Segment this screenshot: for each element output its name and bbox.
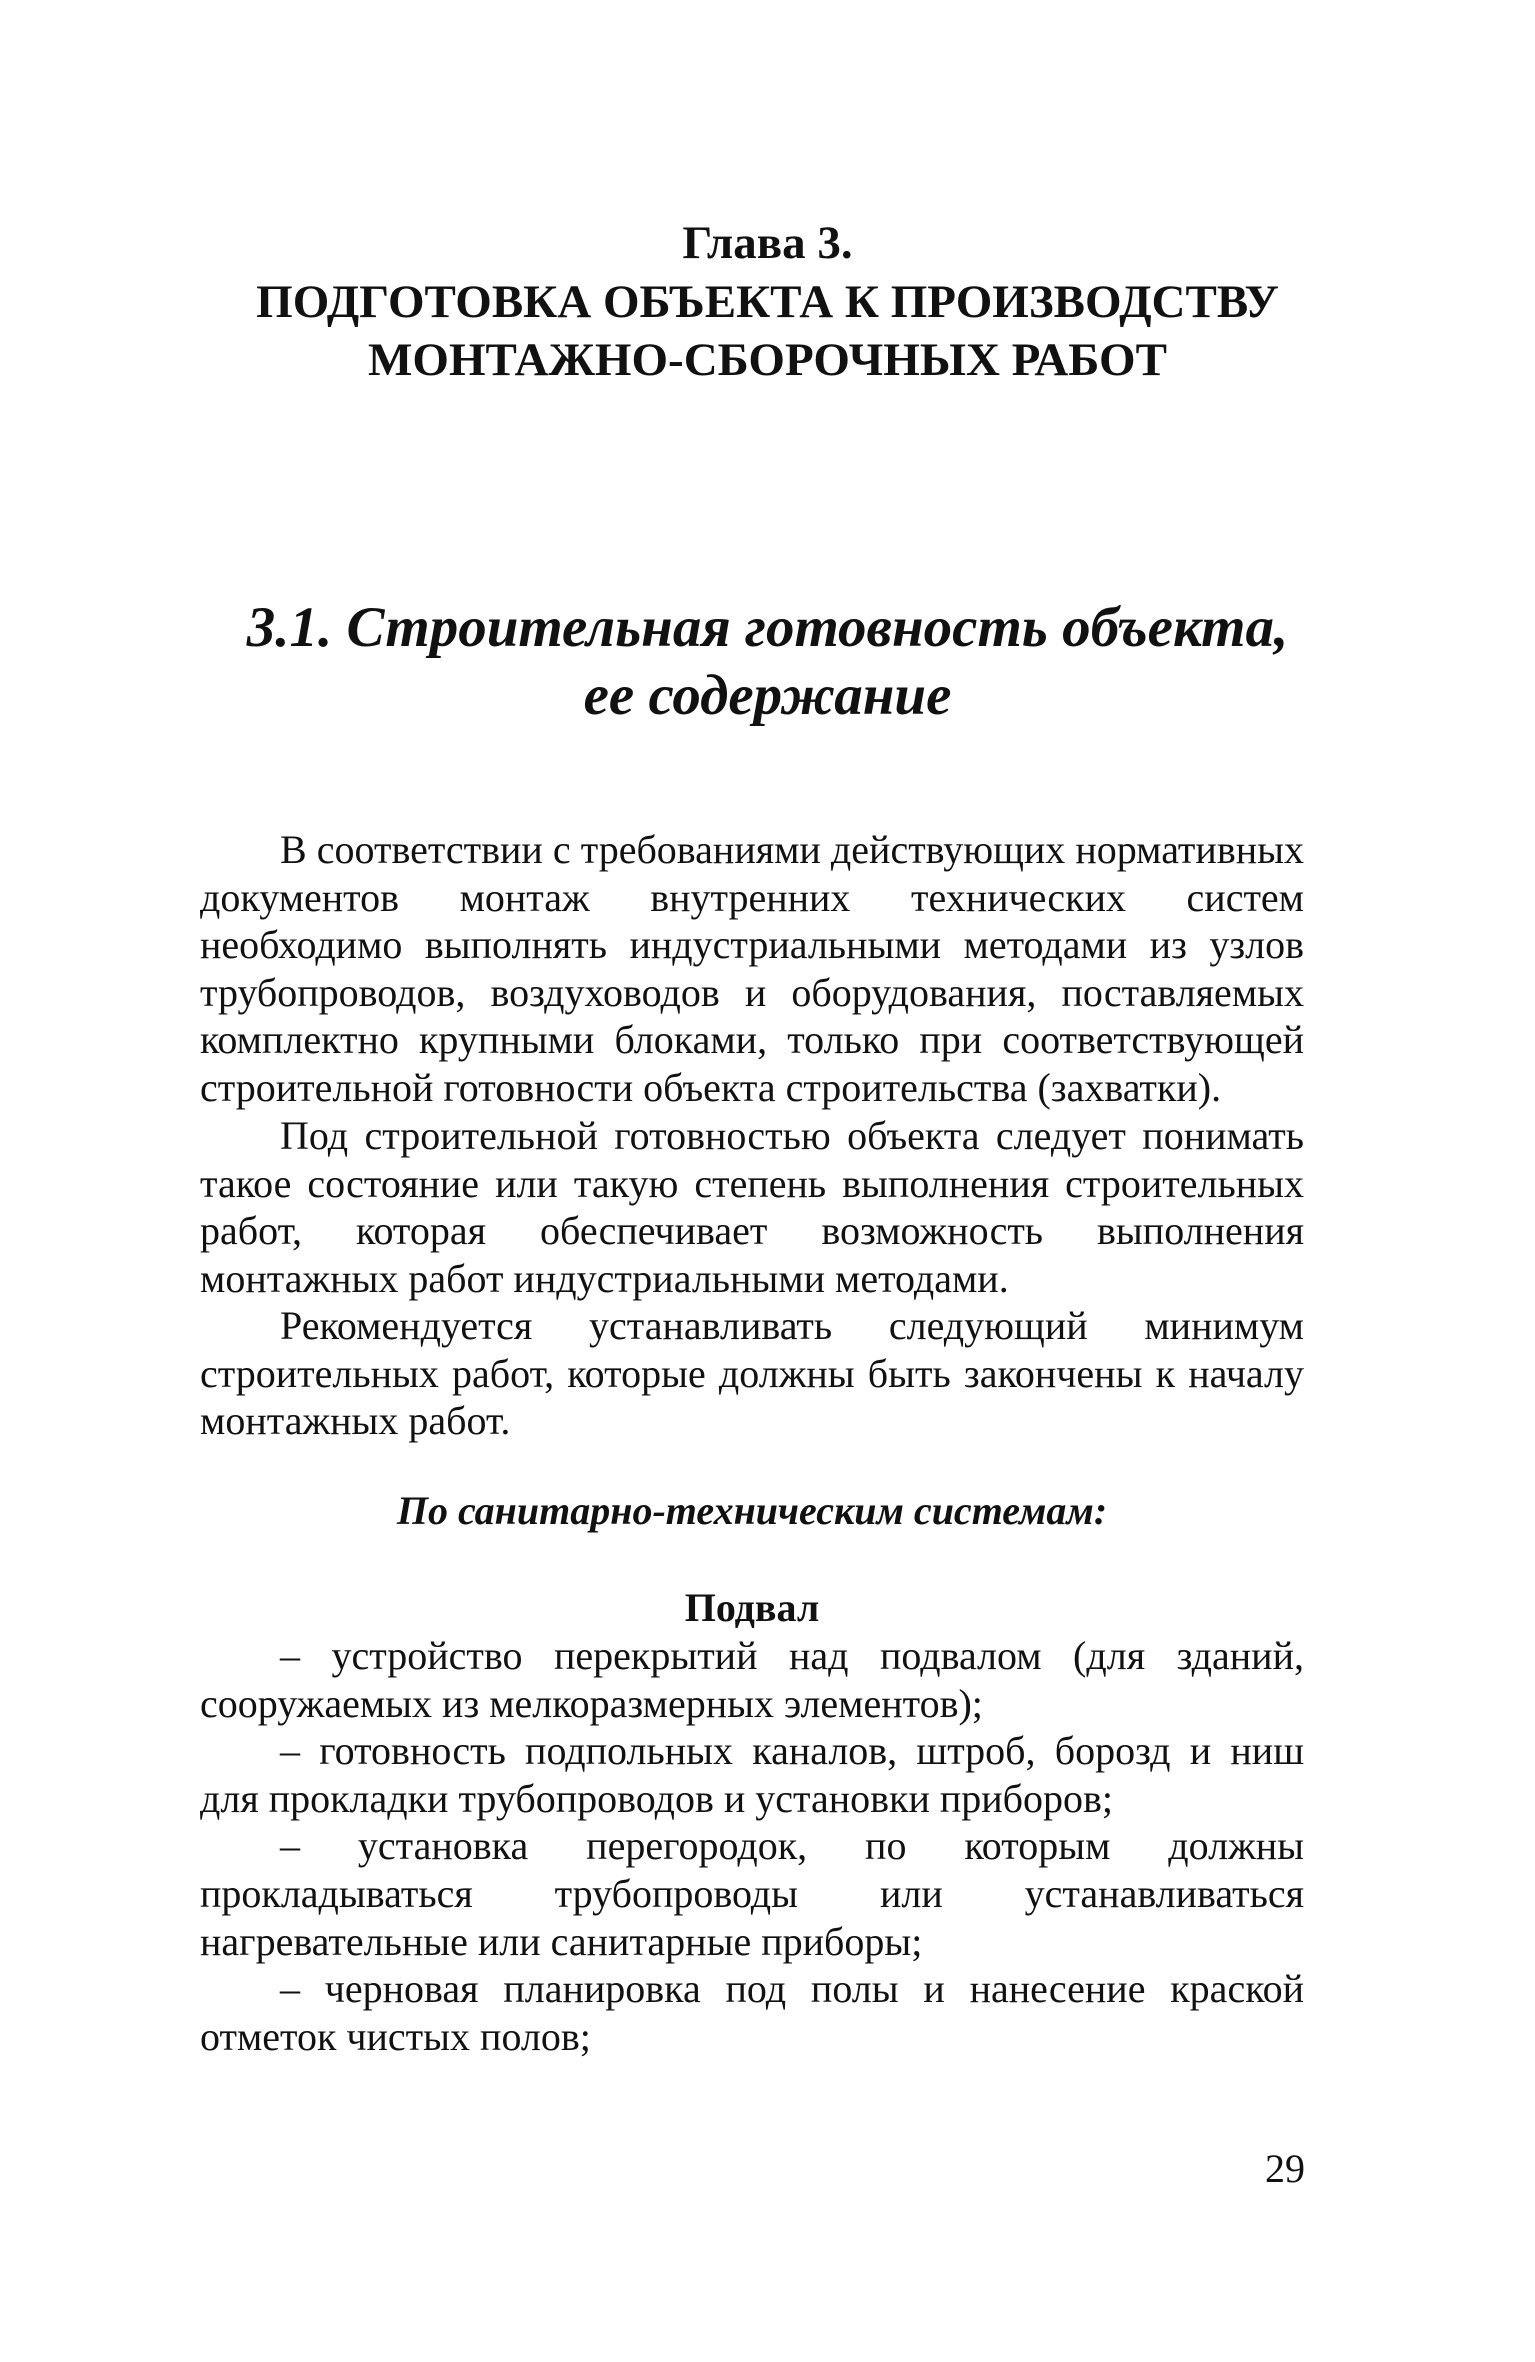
chapter-label: Глава 3. [682, 217, 853, 269]
paragraph: Рекомендуется устанавливать следующий минимум строительных работ, которые должны быть закончены к началу монтажных работ. [200, 1303, 1304, 1444]
list-item: – установка перегородок, по которым должны прокладываться трубопроводы или устанавливаться нагревательные или санитарные приборы; [200, 1823, 1304, 1964]
page-number: 29 [1265, 2146, 1305, 2191]
list-item: – готовность подпольных каналов, штроб, борозд и ниш для прокладки трубопроводов и установки приборов; [200, 1728, 1304, 1821]
list-item: – устройство перекрытий над подвалом (для зданий, сооружаемых из мелкоразмерных элементов); [200, 1633, 1304, 1726]
paragraph: В соответствии с требованиями действующих нормативных документов монтаж внутренних технических систем необходимо выполнять индустриальными методами из узлов трубопроводов, воздуховодов и оборудования, поставляемых комплектно крупными блоками, только при соответствующей строительной готовности объекта строительства (захватки). [200, 827, 1304, 1110]
subheading-sanitary-systems: По санитарно-техническим системам: [396, 1488, 1108, 1533]
requirements-list [200, 1632, 1304, 2060]
chapter-title-line1: ПОДГОТОВКА ОБЪЕКТА К ПРОИЗВОДСТВУ [256, 276, 1279, 328]
paragraph: Под строительной готовностью объекта следует понимать такое состояние или такую степень выполнения строительных работ, которая обеспечивает возможность выполнения монтажных работ индустриальными методами. [200, 1113, 1304, 1301]
subheading-basement: Подвал [684, 1585, 820, 1630]
list-item: – черновая планировка под полы и нанесение краской отметок чистых полов; [200, 1966, 1304, 2059]
section-title-line2: ее содержание [583, 664, 952, 727]
chapter-title-line2: МОНТАЖНО-СБОРОЧНЫХ РАБОТ [368, 334, 1167, 386]
section-title-line1: 3.1. Строительная готовность объекта, [246, 596, 1289, 659]
section-title [200, 594, 1335, 730]
